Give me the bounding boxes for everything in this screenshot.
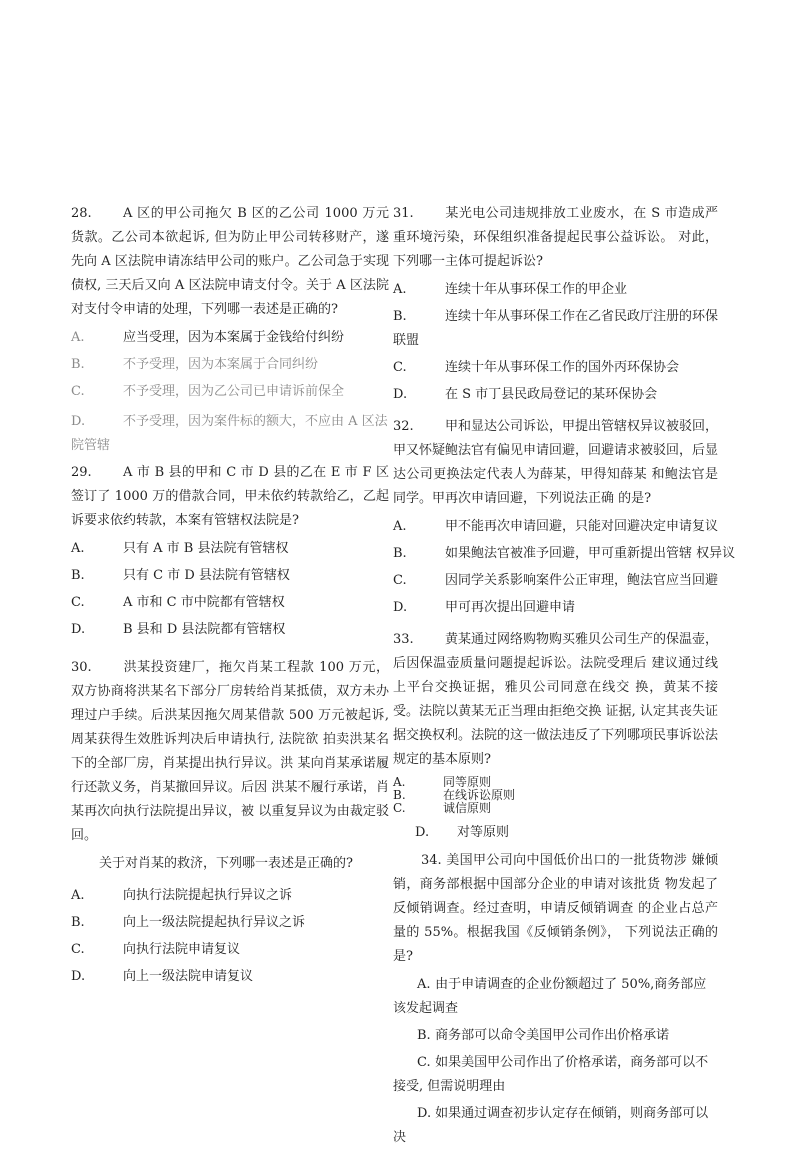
option-31-c: C. 连续十年从事环保工作的国外丙环保协会: [393, 360, 680, 375]
option-32-c: C. 因同学关系影响案件公正审理，鲍法官应当回避: [393, 573, 719, 588]
option-34-b: B. 商务部可以命令美国甲公司作出价格承诺: [417, 1028, 670, 1043]
option-33-b: B. 在线诉讼原则: [393, 788, 516, 802]
question-30-prompt: 关于对肖某的救济，下列哪一表述是正确的?: [99, 856, 353, 871]
option-28-c: C. 不予受理，因为乙公司已申请诉前保全: [71, 384, 345, 399]
option-28-d: D. 不予受理，因为案件标的额大，不应由 A 区法院管辖: [71, 414, 388, 453]
option-32-a: A. 甲不能再次申请回避，只能对回避决定申请复议: [393, 519, 719, 534]
question-28-stem: [71, 202, 389, 322]
option-33-c: C. 诚信原则: [393, 801, 492, 815]
question-34-stem: 34. 美国甲公司向中国低价出口的一批货物涉 嫌倾销，商务部根据中国部分企业的申请对该批货 物发起了反倾销调查。经过查明，申请反倾销调查 的企业占总产量的 55%。根据我国《反倾销条例》， 下列说法正确的是?: [393, 853, 718, 964]
option-33-d: D. 对等原则: [415, 825, 510, 840]
question-33-stem: 33. 黄某通过网络购物购买雅贝公司生产的保温壶，后因保温壶质量问题提起诉讼。法院受理后 建议通过线上平台交换证据，雅贝公司同意在线交 换，黄某不接受。法院以黄某无正当理由拒绝交换 证据, 认定其丧失证据交换权利。法院的这一做法违反了下列哪项民事诉讼法规定的基本原则?: [393, 632, 719, 767]
option-28-b: B. 不予受理，因为本案属于合同纠纷: [71, 357, 319, 372]
question-29-stem: 29. A 市 B 县的甲和 C 市 D 县的乙在 E 市 F 区签订了 1000 万的借款合同，甲未依约转款给乙，乙起诉要求依约转款，本案有管辖权法院是?: [71, 465, 389, 528]
question-31-stem: 31. 某光电公司违规排放工业废水，在 S 市造成严重环境污染，环保组织准备提起民事公益诉讼。 对此，下列哪一主体可提起诉讼?: [393, 206, 718, 269]
left-column: [71, 202, 389, 992]
option-29-a: A. 只有 A 市 B 县法院有管辖权: [71, 541, 289, 556]
option-32-b: B. 如果鲍法官被准予回避，甲可重新提出管辖 权异议: [393, 546, 736, 561]
option-30-a: A. 向执行法院提起执行异议之诉: [71, 888, 293, 903]
option-31-d: D. 在 S 市丁县民政局登记的某环保协会: [393, 387, 658, 402]
option-29-b: B. 只有 C 市 D 县法院有管辖权: [71, 568, 290, 583]
option-31-b: B. 连续十年从事环保工作在乙省民政厅注册的环保联盟: [393, 309, 719, 348]
option-30-c: C. 向执行法院申请复议: [71, 942, 241, 957]
option-31-a: A. 连续十年从事环保工作的甲企业: [393, 282, 628, 297]
option-28-a: A. 应当受理，因为本案属于金钱给付纠纷: [71, 330, 345, 345]
option-34-d: D. 如果通过调查初步认定存在倾销，则商务部可以决: [393, 1106, 709, 1145]
option-29-d: D. B 县和 D 县法院都有管辖权: [71, 622, 286, 637]
question-30-stem: 30. 洪某投资建厂，拖欠肖某工程款 100 万元，双方协商将洪某名下部分厂房转给肖某抵债，双方未办理过户手续。后洪某因拖欠周某借款 500 万元被起诉, 周某获得生效胜诉判决后申请执行, 法院欲 拍卖洪某名下的全部厂房，肖某提出执行异议。洪 某向肖某承诺履行还款义务，肖某撤回异议。后因 洪某不履行承诺，肖某再次向执行法院提出异议，被 以重复异议为由裁定驳回。: [71, 660, 389, 843]
option-34-c: C. 如果美国甲公司作出了价格承诺，商务部可以不接受, 但需说明理由: [393, 1055, 709, 1094]
question-number: 28.: [71, 206, 92, 221]
option-33-a: A. 同等原则: [393, 775, 492, 789]
question-32-stem: 32. 甲和显达公司诉讼，甲提出管辖权异议被驳回，甲又怀疑鲍法官有偏见申请回避，回避请求被驳回，后显达公司更换法定代表人为薛某，甲得知薛某 和鲍法官是同学。甲再次申请回避，下列说法正确 的是?: [393, 419, 719, 506]
option-30-b: B. 向上一级法院提起执行异议之诉: [71, 915, 306, 930]
option-30-d: D. 向上一级法院申请复议: [71, 969, 254, 984]
option-32-d: D. 甲可再次提出回避申请: [393, 600, 576, 615]
option-34-a: A. 由于申请调查的企业份额超过了 50%,商务部应该发起调查: [393, 977, 707, 1016]
option-29-c: C. A 市和 C 市中院都有管辖权: [71, 595, 285, 610]
question-text: A 区的甲公司拖欠 B 区的乙公司 1000 万元货款。乙公司本欲起诉, 但为防止甲公司转移财产，遂先向 A 区法院申请冻结甲公司的账户。乙公司急于实现债权, 三天后又向 A 区法院申请支付令。关于 A 区法院对支付令申请的处理，下列哪一表述是正确的?: [71, 206, 389, 317]
right-column: [393, 202, 736, 1153]
